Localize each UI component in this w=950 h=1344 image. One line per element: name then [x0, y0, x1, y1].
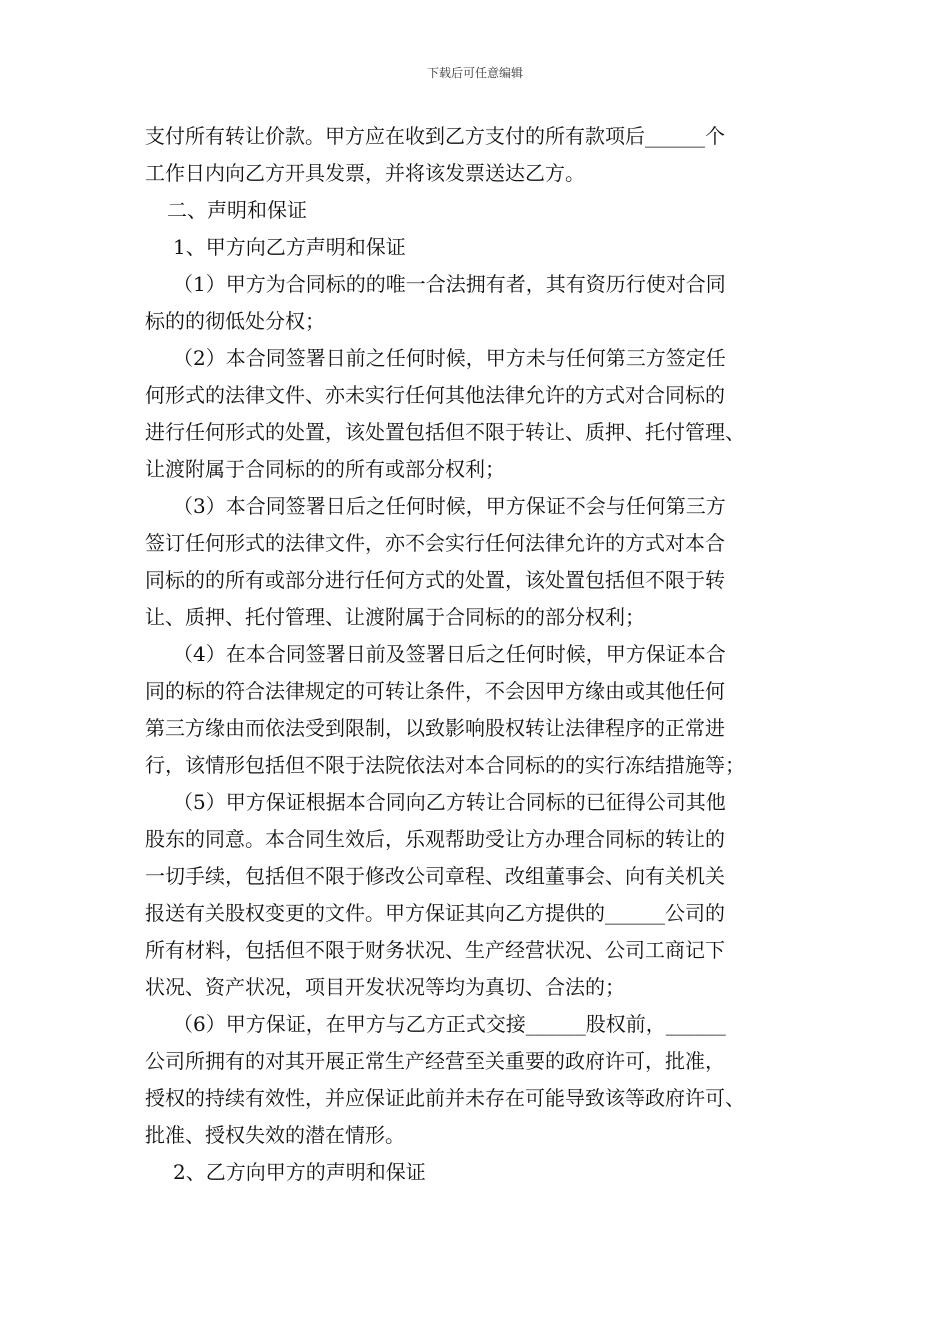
text-line: 第三方缘由而依法受到限制，以致影响股权转让法律程序的正常进: [145, 716, 725, 740]
clause-line: （2）本合同签署日前之任何时候，甲方未与任何第三方签定任: [173, 346, 726, 370]
clause-line: （1）甲方为合同标的的唯一合法拥有者，其有资历行使对合同: [173, 272, 726, 296]
clause-line: （3）本合同签署日后之任何时候，甲方保证不会与任何第三方: [173, 494, 726, 518]
text-line: 报送有关股权变更的文件。甲方保证其向乙方提供的______公司的: [145, 901, 725, 925]
page-header: 下载后可任意编辑: [426, 66, 523, 80]
text-line: 公司所拥有的对其开展正常生产经营至关重要的政府许可，批准，: [145, 1049, 725, 1073]
text-line: 进行任何形式的处置，该处置包括但不限于转让、质押、托付管理、: [145, 420, 745, 444]
text-line: 同标的的所有或部分进行任何方式的处置，该处置包括但不限于转: [145, 568, 725, 592]
text-line: 股东的同意。本合同生效后，乐观帮助受让方办理合同标的转让的: [145, 827, 725, 851]
text-line: 批准、授权失效的潜在情形。: [145, 1123, 405, 1147]
text-line: 标的的彻低处分权；: [145, 309, 325, 333]
text-line: 一切手续，包括但不限于修改公司章程、改组董事会、向有关机关: [145, 864, 725, 888]
text-line: 授权的持续有效性，并应保证此前并未存在可能导致该等政府许可、: [145, 1086, 745, 1110]
text-line: 工作日内向乙方开具发票，并将该发票送达乙方。: [145, 161, 585, 185]
text-line: 同的标的符合法律规定的可转让条件，不会因甲方缘由或其他任何: [145, 679, 725, 703]
text-line: 状况、资产状况，项目开发状况等均为真切、合法的；: [145, 975, 625, 999]
clause-line: （5）甲方保证根据本合同向乙方转让合同标的已征得公司其他: [173, 790, 726, 814]
document-body: [145, 118, 807, 1191]
clause-line: （6）甲方保证，在甲方与乙方正式交接______股权前，______: [173, 1012, 726, 1036]
text-line: 何形式的法律文件、亦未实行任何其他法律允许的方式对合同标的: [145, 383, 725, 407]
text-line: 所有材料，包括但不限于财务状况、生产经营状况、公司工商记下: [145, 938, 725, 962]
subsection-heading: 2、乙方向甲方的声明和保证: [173, 1160, 426, 1184]
text-line: 让渡附属于合同标的的所有或部分权利；: [145, 457, 505, 481]
text-line: 签订任何形式的法律文件，亦不会实行任何法律允许的方式对本合: [145, 531, 725, 555]
text-line: 让、质押、托付管理、让渡附属于合同标的的部分权利；: [145, 605, 645, 629]
text-line: 行，该情形包括但不限于法院依法对本合同标的的实行冻结措施等；: [145, 753, 745, 777]
section-heading: 二、声明和保证: [167, 198, 307, 222]
subsection-heading: 1、甲方向乙方声明和保证: [173, 235, 406, 259]
clause-line: （4）在本合同签署日前及签署日后之任何时候，甲方保证本合: [173, 642, 726, 666]
text-line: 支付所有转让价款。甲方应在收到乙方支付的所有款项后______个: [145, 124, 725, 148]
